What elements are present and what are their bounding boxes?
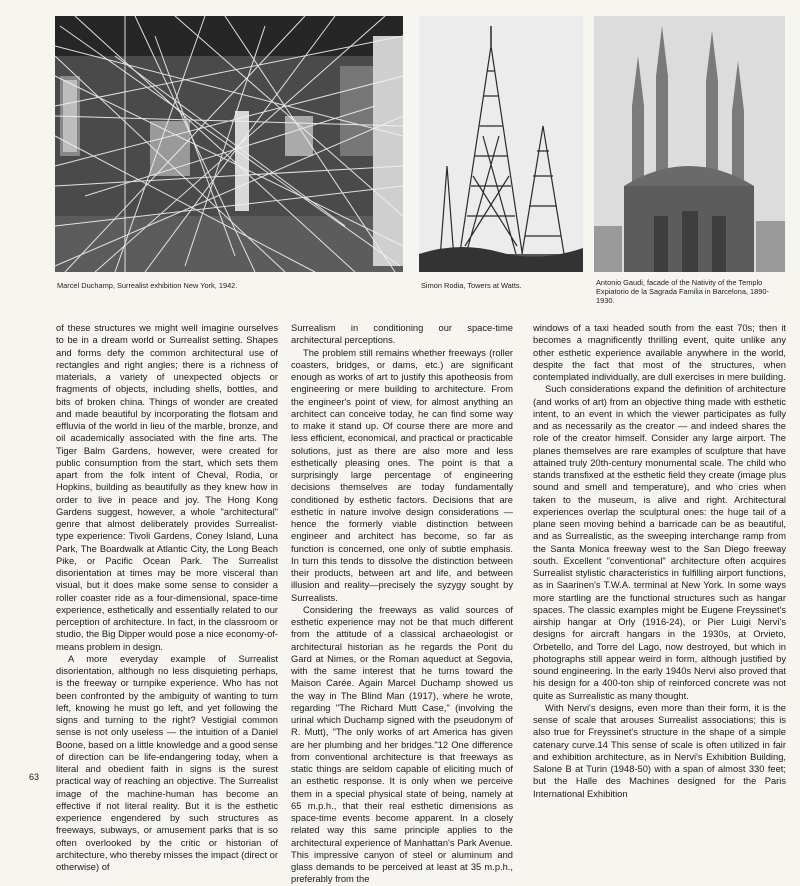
- text-column-3: [533, 322, 786, 799]
- paragraph: Considering the freeways as valid sources of esthetic experience may not be that much different from the attitude of a classical archaeologist or architectural historian as he regards the Pont du Gard at Nimes, or the Roman aqueduct at Segovia, with the same interest that he turns toward the Maison Carée. Again Marcel Duchamp showed us the way in The Blind Man (1917), where he wrote, regarding "The Richard Mutt Case," (involving the urinal which Duchamp signed with the pseudonym of R. Mutt), "The only works of art America has given are her plumbing and her bridges."12 One difference from conventional architecture is that freeways as static things are seldom capable of eliciting much of an esthetic response. It is only when we perceive them in a special physical state of being, namely at 65 m.p.h., that their real esthetic dimensions as space-time events become apparent. In a closely related way this same principle applies to the architectural experience of Manhattan's Park Avenue. This impressive canyon of steel or aluminum and glass demands to be perceived at least at 35 m.p.h., preferably from the: [291, 604, 513, 885]
- text-column-2: [291, 322, 513, 885]
- page-number: 63: [29, 772, 40, 782]
- duchamp-exhibition-photo: [55, 16, 403, 272]
- figure-caption-watts: Simon Rodia, Towers at Watts.: [421, 281, 522, 290]
- paragraph: The problem still remains whether freeways (roller coasters, bridges, or dams, etc.) are significant enough as works of art to justify this apotheosis from engineering or mere building to architecture. From the engineer's point of view, for almost anything an architect can conceive today, he can find some way to make it stand up. Of course there are more and less efficient, economical, and practical or practicable solutions, just as there are also more and less esthetically pleasing ones. The point is that a surprisingly large percentage of engineering decisions themselves are today fundamentally conditioned by esthetic factors. Decisions that are esthetic in nature involve design considerations — hence the formerly viable distinction between engineer and architect has become, so far as function is concerned, one only of subtle emphasis. In turn this tends to dissolve the distinction between their products, between art and life, and between illusion and reality—precisely the syzygy sought by Surrealists.: [291, 347, 513, 603]
- paragraph: A more everyday example of Surrealist disorientation, although no less disquieting perhaps, is the freeway or turnpike experience. Who has not been confronted by the ambiguity of wanting to turn left, knowing he must go left, and yet following the signs and turning to the right? Vestigial common sense is not only useless — the intuition of a Daniel Boone, based on a little knowledge and a good sense of direction can be life-endangering today, when a literal and obedient faith in signs is the surest practical way of reaching an objective. The Surrealist image of the machine-human has become an effective if not literal reality. But it is the esthetic experience engendered by such structures as freeways, subways, or amusement parks that is so often overlooked by the critic or historian of architecture, who thereby misses the impact (direct or otherwise) of: [56, 653, 278, 872]
- paragraph: Such considerations expand the definition of architecture (and works of art) from an objective thing made with esthetic intent, to an event in which the viewer participates as fully and as necessarily as the creator — and indeed shares the role of the creator himself. Consider any large airport. The planes themselves are rare examples of sculpture that have attained truly 20th-century monumental scale. The child who stands transfixed at the esthetic field they create (image plus sound and smell and temperature), and who cries when taken to the museum, is alive and right. Architectural experiences overlap the sculptural ones: the huge tail of a plane seen moving behind a barricade can be as beautiful, and as Surrealistic, as the sweeping interchange ramp from the Santa Monica freeway west to the San Diego freeway south. Excellent "conventional" architecture often acquires Surrealist stylistic characteristics in fulfilling airport functions, as in Saarinen's T.W.A. terminal at New York. In some ways more startling are the functional structures such as hangar spaces. The classic examples might be Eugene Freyssinet's airship hangar at Orly (1916-24), or Pier Luigi Nervi's designs for aircraft hangars in the 1930s, at Orvieto, Orbetello, and Torre del Lago, now destroyed, but which in photographs still appear weird in form, although justified by sound engineering. In the early 1940s Nervi also proved that his design for a 400-ton ship of reinforced concrete was not quite as Surrealistic as many thought.: [533, 384, 786, 701]
- text-column-1: [56, 322, 278, 872]
- figure-caption-duchamp: Marcel Duchamp, Surrealist exhibition New York, 1942.: [57, 281, 238, 290]
- watts-towers-photo: [419, 16, 583, 272]
- paragraph: Surrealism in conditioning our space-time architectural perceptions.: [291, 323, 513, 346]
- paragraph: With Nervi's designs, even more than their form, it is the sense of scale that arouses Surrealist associations; this is also true for Freyssinet's structure in the shape of a simple catenary curve.14 This sense of scale is often utilized in fair and exhibition architecture, as in Nervi's Exhibition Building, Salone B at Turin (1948-50) with a span of almost 330 feet; but the Halle des Machines designed for the Paris International Exhibition: [533, 702, 786, 799]
- paragraph: windows of a taxi headed south from the east 70s; then it becomes a magnificently thrilling event, quite unlike any other esthetic experience available anywhere in the world, despite the fact that most of the structures, when contemplated individually, are dull exercises in mere building.: [533, 323, 786, 382]
- sagrada-familia-photo: [594, 16, 785, 272]
- figure-caption-sagrada: Antonio Gaudi, facade of the Nativity of the Templo Expiatorio de la Sagrada Familia in Barcelona, 1890-1930.: [596, 278, 769, 305]
- paragraph: of these structures we might well imagine ourselves to be in a dream world or Surrealist setting. Shapes and forms defy the common architectural use of rectangles and right angles; there is a richness of materials, a variety of unexpected objects or fragments of objects, including shells, bottles, and bits of broken china. Things of wonder are created and made beautiful by incorporating the flotsam and effluvia of the world in lieu of the marble, bronze, and oil academically associated with the fine arts. The Tiger Balm Gardens, however, were created for public consumption from the start, which sets them apart from the folk intent of Cheval, Rodia, or Hopkins, building as beautifully as they knew how in order to live in peace and joy. The Hong Kong Gardens suggest, however, a whole "architectural" genre that almost deliberately provides Surrealist-type experience: Tivoli Gardens, Coney Island, Luna Park, The Boardwalk at Atlantic City, the Long Beach Pike, or Pacific Ocean Park. The Surrealist disorientation at times may be more visceral than visual, but it does make some sense to consider a roller coaster ride as a four-dimensional, space-time experience, esthetically and essentially related to our perception of architecture. In fact, in the classroom or studio, the Big Dipper would pose a nice economy-of-means problem in design.: [56, 323, 278, 652]
